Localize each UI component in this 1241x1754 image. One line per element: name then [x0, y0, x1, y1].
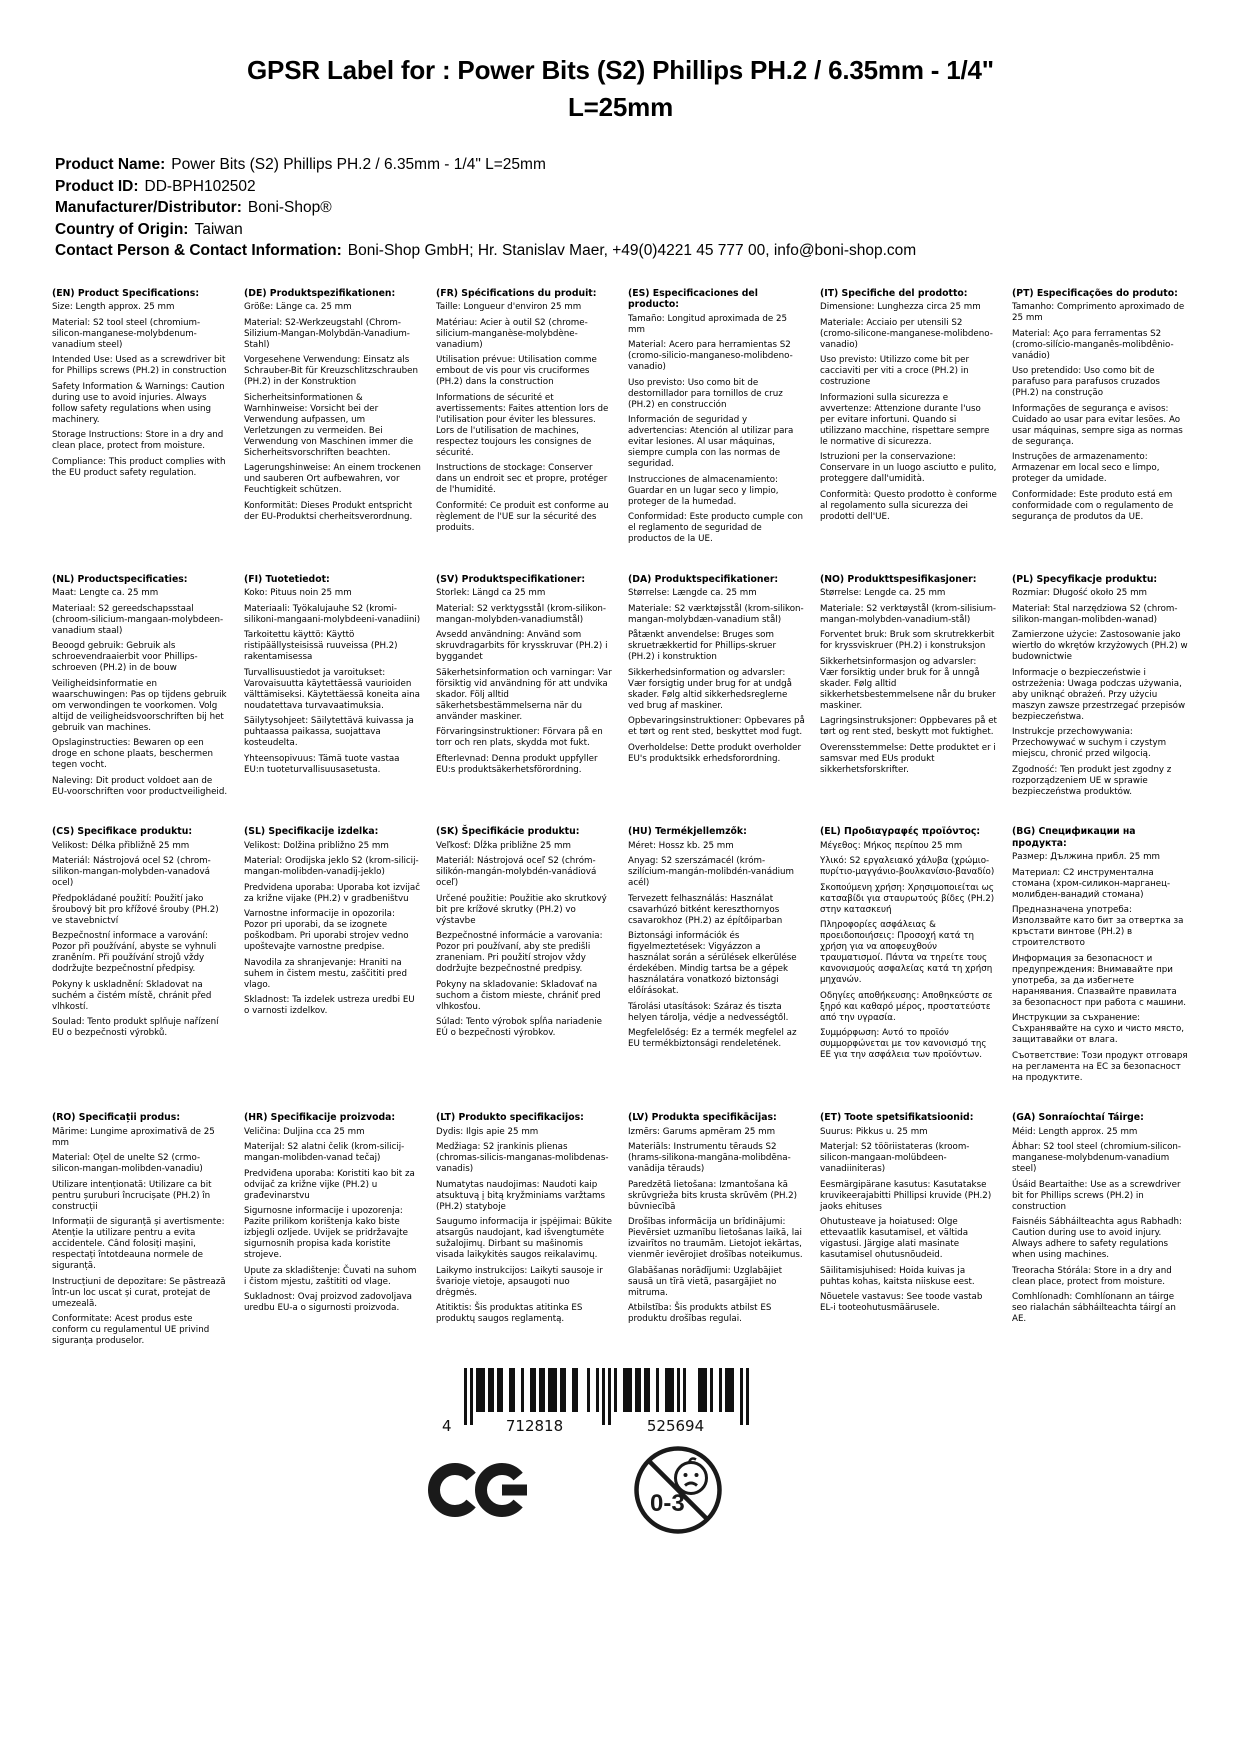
spec-text: Yhteensopivuus: Tämä tuote vastaa EU:n tuoteturvallisuusasetusta.: [244, 753, 400, 775]
spec-text: Informazioni sulla sicurezza e avvertenze: Attenzione durante l'uso per evitare infortuni. Quando si utilizzano macchine, rispettare sempre le normative di sicurezza.: [820, 392, 990, 447]
spec-text: Instruções de armazenamento: Armazenar em local seco e limpo, proteger da umidade.: [1012, 452, 1160, 484]
language-cell-es: [628, 288, 805, 550]
spec-text: Velikost: Délka přibližně 25 mm: [52, 840, 190, 851]
spec-text: Materiale: Acciaio per utensili S2 (cromo-silicone-manganese-molibdeno-vanadio): [820, 317, 993, 350]
spec-text: Conformitate: Acest produs este conform cu regulamentul UE privind siguranța produselor.: [52, 1314, 210, 1346]
spec-text: Sicherheitsinformationen & Warnhinweise: Vorsicht bei der Verwendung aufpassen, um Verletzungen zu vermeiden. Bei Verwendung von Maschinen immer die Sicherheitsvorschriften beachten.: [244, 392, 414, 458]
spec-text: Sikkerhedsinformation og advarsler: Vær forsigtig under brug for at undgå skader. Følg altid sikkerhedsreglerne ved brug af maskiner.: [628, 667, 792, 711]
spec-text: Zamierzone użycie: Zastosowanie jako wiertło do wkrętów krzyżowych (PH.2) w budownictwie: [1012, 630, 1188, 662]
spec-text: Opslaginstructies: Bewaren op een droge en schone plaats, beschermen tegen vocht.: [52, 738, 213, 770]
spec-text: Size: Length approx. 25 mm: [52, 302, 175, 312]
language-cell-it: [820, 288, 997, 528]
spec-text: Opbevaringsinstruktioner: Opbevares på et tørt og rent sted, beskyttet mod fugt.: [628, 716, 805, 737]
language-heading-sl: (SL) Specifikacije izdelka:: [244, 826, 379, 837]
spec-text: Súlad: Tento výrobok spĺňa nariadenie EÚ o bezpečnosti výrobkov.: [436, 1017, 603, 1038]
spec-text: Предназначена употреба: Използвайте като бит за отвертка за кръстати винтове (PH.2) в строителството: [1012, 905, 1184, 948]
spec-text: Rozmiar: Długość około 25 mm: [1012, 588, 1148, 598]
language-heading-lv: (LV) Produkta specifikācijas:: [628, 1112, 777, 1123]
spec-text: Skladnost: Ta izdelek ustreza uredbi EU o varnosti izdelkov.: [244, 995, 415, 1016]
spec-text: Material: Aço para ferramentas S2 (cromo-silício-manganês-molibdênio-vanádio): [1012, 328, 1174, 361]
language-cell-fi: [244, 574, 421, 781]
spec-text: Turvallisuustiedot ja varoitukset: Varovaisuutta käytettäessä vaurioiden välttämiseksi. Käytettäessä koneita aina noudatettava turvavaatimuksia.: [244, 667, 420, 711]
spec-text: Instrucciones de almacenamiento: Guardar en un lugar seco y limpio, proteger de la humedad.: [628, 474, 779, 507]
ean-barcode-svg: [440, 1368, 752, 1436]
spec-text: Material: S2 verktygsstål (krom-silikon-mangan-molybden-vanadiumstål): [436, 603, 607, 625]
language-cell-lv: [628, 1112, 805, 1330]
language-cell-cs: [52, 826, 229, 1044]
spec-text: Efterlevnad: Denna produkt uppfyller EU:s produktsäkerhetsförordning.: [436, 753, 598, 775]
spec-text: Conformidad: Este producto cumple con el reglamento de seguridad de productos de la UE.: [628, 512, 803, 544]
language-heading-ro: (RO) Specificații produs:: [52, 1112, 181, 1123]
spec-text: Intended Use: Used as a screwdriver bit for Phillips screws (PH.2) in construction: [52, 355, 227, 376]
spec-text: Storage Instructions: Store in a dry and clean place, protect from moisture.: [52, 430, 224, 451]
spec-text: Uso previsto: Utilizzo come bit per cacciaviti per viti a croce (PH.2) in costruzione: [820, 355, 970, 387]
spec-text: Anyag: S2 szerszámacél (króm-szilícium-mangán-molibdén-vanádium acél): [628, 856, 794, 888]
language-cell-pl: [1012, 574, 1189, 803]
spec-text: Ohutusteave ja hoiatused: Olge ettevaatlik kasutamisel, et vältida vigastusi. Järgige alati masinate kasutamisel ohutusnõudeid.: [820, 1217, 969, 1260]
spec-text: Материал: C2 инструментална стомана (хром-силикон-марганец-молибден-ванадий стомана): [1012, 867, 1171, 900]
spec-text: Treoracha Stórála: Store in a dry and clean place, protect from moisture.: [1012, 1265, 1172, 1287]
spec-text: Información de seguridad y advertencias: Atención al utilizar para evitar lesiones. Al usar máquinas, siempre cumpla con las normas de seguridad.: [628, 415, 794, 469]
spec-text: Utilisation prévue: Utilisation comme embout de vis pour vis cruciformes (PH.2) dans la construction: [436, 355, 597, 387]
age-warning-icon: [632, 1444, 724, 1536]
spec-text: Størrelse: Lengde ca. 25 mm: [820, 588, 946, 598]
spec-text: Predvidena uporaba: Uporaba kot izvijač za križne vijake (PH.2) v gradbeništvu: [244, 882, 421, 904]
language-cell-bg: [1012, 826, 1189, 1088]
spec-text: Megfelelőség: Ez a termék megfelel az EU termékbiztonsági rendeletének.: [628, 1028, 797, 1049]
spec-text: Navodila za shranjevanje: Hraniti na suhem in čistem mestu, zaščititi pred vlago.: [244, 957, 408, 990]
spec-text: Σκοπούμενη χρήση: Χρησιμοποιείται ως κατσαβίδι για σταυρωτούς βίδες (PH.2) στην κατασκευή: [820, 882, 995, 915]
spec-text: Drošības informācija un brīdinājumi: Pievērsiet uzmanību lietošanas laikā, lai izvairītos no traumām. Lietojot iekārtas, vienmēr ievērojiet drošības noteikumus.: [628, 1217, 803, 1260]
spec-text: Materiál: Nástrojová ocel S2 (chrom-silikon-mangan-molybden-vanadová ocel): [52, 856, 211, 888]
spec-text: Material: S2 tool steel (chromium-silicon-manganese-molybdenum-vanadium steel): [52, 317, 201, 350]
page-title: [0, 0, 1241, 126]
product-id-label: Product ID:: [55, 177, 139, 195]
spec-text: Størrelse: Længde ca. 25 mm: [628, 588, 757, 598]
spec-text: Dimensione: Lunghezza circa 25 mm: [820, 302, 981, 312]
spec-text: Säilytysohjeet: Säilytettävä kuivassa ja puhtaassa paikassa, suojattava kosteudelta.: [244, 716, 414, 748]
spec-text: Naleving: Dit product voldoet aan de EU-voorschriften voor productveiligheid.: [52, 775, 228, 797]
spec-text: Информация за безопасност и предупреждения: Внимавайте при употреба, за да избегнете наранявания. Спазвайте правилата за безопасност при работа с машини.: [1012, 953, 1187, 1008]
manufacturer-value: Boni-Shop®: [247, 199, 332, 216]
spec-text: Konformität: Dieses Produkt entspricht der EU-Produktsi cherheitsverordnung.: [244, 500, 413, 522]
spec-text: Säkerhetsinformation och varningar: Var försiktig vid användning för att undvika skador. Följ alltid säkerhetsbestämmelserna när du använder maskiner.: [436, 667, 612, 722]
spec-text: Инструкции за съхранение: Съхранявайте на сухо и чисто място, защитавайки от влага.: [1012, 1013, 1185, 1045]
contact-label: Contact Person & Contact Information:: [55, 242, 342, 259]
spec-text: Informações de segurança e avisos: Cuidado ao usar para evitar lesões. Ao usar máquinas, sempre siga as normas de segurança.: [1012, 403, 1183, 447]
spec-text: Πληροφορίες ασφάλειας & προειδοποιήσεις: Προσοχή κατά τη χρήση για να αποφευχθούν τραυματισμοί. Πάντα να τηρείτε τους κανονισμούς ασφαλείας κατά τη χρήση μηχανών.: [820, 920, 993, 985]
spec-text: Bezpečnostné informácie a varovania: Pozor pri používaní, aby ste predišli zraneniam. Pri použití strojov vždy dodržujte bezpečnostné predpisy.: [436, 931, 603, 974]
contact-row: [55, 240, 1186, 262]
spec-text: Conformité: Ce produit est conforme au règlement de l'UE sur la sécurité des produits.: [436, 500, 609, 533]
spec-text: Overensstemmelse: Dette produktet er i samsvar med EUs produkt sikkerhetsforskrifter.: [820, 742, 996, 775]
language-heading-en: (EN) Product Specifications:: [52, 287, 200, 299]
spec-text: Upute za skladištenje: Čuvati na suhom i čistom mjestu, zaštititi od vlage.: [244, 1265, 417, 1287]
product-info: [0, 154, 1241, 262]
spec-text: Méret: Hossz kb. 25 mm: [628, 840, 734, 851]
country-value: Taiwan: [194, 220, 243, 238]
spec-text: Nõuetele vastavus: See toode vastab EL-i tooteohutusmäärusele.: [820, 1292, 983, 1313]
language-cell-sk: [436, 826, 613, 1044]
language-cell-el: [820, 826, 997, 1066]
spec-text: Bezpečnostní informace a varování: Pozor při používání, abyste se vyhnuli zraněním. Při používání strojů vždy dodržujte bezpečnostní předpisy.: [52, 931, 217, 974]
language-grid: [0, 288, 1241, 1352]
spec-text: Comhlíonadh: Comhlíonann an táirge seo rialachán sábháilteachta táirgí an AE.: [1012, 1292, 1176, 1324]
spec-text: Soulad: Tento produkt splňuje nařízení EU o bezpečnosti výrobků.: [52, 1017, 219, 1038]
language-heading-bg: (BG) Спецификации на продукта:: [1012, 826, 1136, 849]
spec-text: Material: Acero para herramientas S2 (cromo-silicio-manganeso-molibdeno-vanadio): [628, 340, 793, 372]
spec-text: Avsedd användning: Använd som skruvdragarbits för krysskruvar (PH.2) i byggandet: [436, 630, 608, 662]
contact-value: Boni-Shop GmbH; Hr. Stanislav Maer, +49(0)4221 45 777 00, info@boni-shop.com: [347, 242, 917, 259]
spec-text: Overholdelse: Dette produkt overholder EU's produktsikk erhedsforordning.: [628, 742, 802, 764]
spec-text: Materiał: Stal narzędziowa S2 (chrom-silikon-mangan-molibden-wanad): [1012, 603, 1178, 625]
ean-barcode: [0, 1368, 1216, 1436]
spec-text: Predviđena uporaba: Koristiti kao bit za odvijač za križne vijke (PH.2) u građevinarstvu: [244, 1168, 415, 1201]
spec-text: Lagringsinstruksjoner: Oppbevares på et tørt og rent sted, beskytt mot fuktighet.: [820, 716, 997, 737]
language-cell-ro: [52, 1112, 229, 1352]
spec-text: Material: S2-Werkzeugstahl (Chrom-Silizium-Mangan-Molybdän-Vanadium-Stahl): [244, 317, 410, 350]
spec-text: Materiale: S2 værktøjsstål (krom-silikon-mangan-molybdæn-vanadium stål): [628, 603, 804, 625]
spec-text: Υλικό: S2 εργαλειακό χάλυβα (χρώμιο-πυρίτιο-μαγγάνιο-βουλκανίσιο-βαναδίο): [820, 856, 995, 877]
language-heading-nl: (NL) Productspecificaties:: [52, 573, 188, 585]
spec-text: Tamanho: Comprimento aproximado de 25 mm: [1012, 302, 1185, 323]
spec-text: Určené použitie: Použitie ako skrutkový bit pre krížové skrutky (PH.2) vo výstavbe: [436, 893, 607, 926]
barcode-digit-left: 4: [441, 1416, 452, 1435]
language-cell-no: [820, 574, 997, 781]
spec-text: Materiaal: S2 gereedschapsstaal (chroom-silicium-mangaan-molybdeen-vanadium staal): [52, 603, 224, 636]
language-heading-no: (NO) Produkttspesifikasjoner:: [820, 573, 977, 585]
language-cell-sl: [244, 826, 421, 1022]
language-cell-nl: [52, 574, 229, 803]
language-cell-sv: [436, 574, 613, 781]
spec-text: Συμμόρφωση: Αυτό το προϊόν συμμορφώνεται με τον κανονισμό της ΕΕ για την ασφάλεια των προϊόντων.: [820, 1028, 987, 1060]
spec-text: Съответствие: Този продукт отговаря на регламента на ЕС за безопасност на продуктите.: [1012, 1050, 1188, 1083]
language-heading-it: (IT) Specifiche del prodotto:: [820, 287, 968, 299]
spec-text: Atbilstība: Šis produkts atbilst ES produktu drošības regulai.: [628, 1303, 772, 1324]
spec-text: Eesmärgipärane kasutus: Kasutatakse kruvikeerajabitti Phillipsi kruvide (PH.2) jaoks ehituses: [820, 1179, 992, 1212]
spec-text: Matériau: Acier à outil S2 (chrome-silicium-manganèse-molybdène-vanadium): [436, 317, 588, 350]
spec-text: Méid: Length approx. 25 mm: [1012, 1126, 1138, 1137]
baby-face-icon: [675, 1458, 706, 1493]
spec-text: Storlek: Längd ca 25 mm: [436, 588, 546, 598]
spec-text: Úsáid Beartaithe: Use as a screwdriver bit for Phillips screws (PH.2) in construction: [1012, 1179, 1181, 1212]
language-heading-sv: (SV) Produktspecifikationer:: [436, 573, 586, 585]
compliance-symbols: [0, 1444, 1196, 1536]
barcode-digits-group1: 712818: [505, 1416, 563, 1435]
spec-text: Informacje o bezpieczeństwie i ostrzeżenia: Uwaga podczas używania, aby uniknąć obrażeń. Przy użyciu maszyn zawsze przestrzegać przepisów bezpieczeństwa.: [1012, 667, 1186, 722]
spec-text: Maat: Lengte ca. 25 mm: [52, 588, 159, 598]
spec-text: Zgodność: Ten produkt jest zgodny z rozporządzeniem UE w sprawie bezpieczeństwa produktów.: [1012, 764, 1172, 797]
language-heading-hr: (HR) Specifikacije proizvoda:: [244, 1112, 396, 1123]
language-cell-da: [628, 574, 805, 770]
country-label: Country of Origin:: [55, 220, 189, 238]
spec-text: Instrucțiuni de depozitare: Se păstrează într-un loc uscat și curat, protejat de umezeală.: [52, 1276, 226, 1309]
language-cell-ga: [1012, 1112, 1189, 1330]
spec-text: Atitiktis: Šis produktas atitinka ES produktų saugos reglamentą.: [436, 1303, 583, 1324]
barcode-digits-group2: 525694: [646, 1416, 704, 1435]
spec-text: Suurus: Pikkus u. 25 mm: [820, 1126, 928, 1137]
spec-text: Instructions de stockage: Conserver dans un endroit sec et propre, protéger de l'humidité.: [436, 463, 608, 495]
language-heading-pl: (PL) Specyfikacje produktu:: [1012, 573, 1158, 585]
page-title-line1: GPSR Label for : Power Bits (S2) Phillips PH.2 / 6.35mm - 1/4": [247, 55, 994, 85]
spec-text: Utilizare intenționată: Utilizare ca bit pentru șuruburi încrucișate (PH.2) în construcții: [52, 1179, 212, 1212]
spec-text: Compliance: This product complies with the EU product safety regulation.: [52, 456, 226, 478]
language-heading-de: (DE) Produktspezifikationen:: [244, 287, 396, 299]
language-cell-et: [820, 1112, 997, 1319]
spec-text: Uso pretendido: Uso como bit de parafuso para parafusos cruzados (PH.2) na construção: [1012, 366, 1160, 398]
language-heading-es: (ES) Especificaciones del producto:: [628, 287, 758, 310]
language-cell-en: [52, 288, 229, 484]
spec-text: Lagerungshinweise: An einem trockenen und sauberen Ort aufbewahren, vor Feuchtigkeit schützen.: [244, 463, 421, 495]
language-cell-de: [244, 288, 421, 528]
spec-text: Material: Oțel de unelte S2 (crmo-silicon-mangan-molibden-vanadiu): [52, 1153, 203, 1174]
spec-text: Material: Orodijska jeklo S2 (krom-silicij-mangan-molibden-vanadij-jeklo): [244, 856, 419, 877]
spec-text: Materijal: S2 alatni čelik (krom-silicij-mangan-molibden-vanad tečaj): [244, 1142, 405, 1163]
spec-text: Sukladnost: Ovaj proizvod zadovoljava uredbu EU-a o sigurnosti proizvoda.: [244, 1292, 412, 1313]
spec-text: Påtænkt anvendelse: Bruges som skruetrækkertid for Phillips-skruer (PH.2) i konstruktion: [628, 630, 777, 662]
language-heading-hu: (HU) Termékjellemzők:: [628, 826, 747, 837]
language-cell-pt: [1012, 288, 1189, 528]
spec-text: Laikymo instrukcijos: Laikyti sausoje ir švarioje vietoje, apsaugoti nuo drėgmės.: [436, 1265, 603, 1298]
language-heading-da: (DA) Produktspecifikationer:: [628, 573, 779, 585]
spec-text: Biztonsági információk és figyelmeztetések: Vigyázzon a használat során a sérülések elkerülése érdekében. Mindig tartsa be a gépek használatára vonatkozó biztonsági előírásokat.: [628, 931, 797, 996]
spec-text: Säilitamisjuhised: Hoida kuivas ja puhtas kohas, kaitsta niiskuse eest.: [820, 1265, 975, 1287]
page-title-line2: L=25mm: [567, 92, 674, 122]
language-cell-lt: [436, 1112, 613, 1330]
spec-text: Conformità: Questo prodotto è conforme al regolamento sulla sicurezza dei prodotti dell'UE.: [820, 489, 997, 522]
spec-text: Předpokládané použití: Použití jako šroubový bit pro křížové šrouby (PH.2) ve stavebnictví: [52, 893, 219, 926]
spec-text: Veľkosť: Dĺžka približne 25 mm: [436, 840, 571, 851]
spec-text: Paredzētā lietošana: Izmantošana kā skrūvgrieža bits krusta skrūvēm (PH.2) būvniecībā: [628, 1179, 798, 1212]
spec-text: Veličina: Duljina cca 25 mm: [244, 1126, 365, 1137]
spec-text: Uso previsto: Uso como bit de destornillador para tornillos de cruz (PH.2) en construcción: [628, 377, 783, 410]
spec-text: Размер: Дължина прибл. 25 mm: [1012, 852, 1161, 862]
spec-text: Materiāls: Instrumentu tērauds S2 (hrams-silikona-mangāna-molibdēna-vanādija tērauds): [628, 1142, 791, 1174]
spec-text: Sikkerhetsinformasjon og advarsler: Vær forsiktig under bruk for å unngå skader. Følg alltid sikkerhetsbestemmelsene når du bruker maskiner.: [820, 656, 996, 711]
age-warning-text: 0-3: [649, 1489, 685, 1517]
spec-text: Conformidade: Este produto está em conformidade com o regulamento de segurança de produtos da UE.: [1012, 489, 1174, 522]
product-name-label: Product Name:: [55, 156, 166, 173]
language-heading-et: (ET) Toote spetsifikatsioonid:: [820, 1112, 974, 1123]
spec-text: Materiaali: Työkalujauhe S2 (kromi-silikoni-mangaani-molybdeeni-vanadiini): [244, 603, 421, 625]
spec-text: Taille: Longueur d'environ 25 mm: [436, 302, 582, 312]
product-name-row: [55, 154, 1186, 176]
spec-text: Vorgesehene Verwendung: Einsatz als Schrauber-Bit für Kreuzschlitzschrauben (PH.2) in der Konstruktion: [244, 355, 419, 387]
spec-text: Izmērs: Garums apmēram 25 mm: [628, 1126, 776, 1137]
spec-text: Materiale: S2 verktøystål (krom-silisium-mangan-molybden-vanadium-stål): [820, 603, 997, 625]
spec-text: Dydis: Ilgis apie 25 mm: [436, 1126, 539, 1137]
spec-text: Veiligheidsinformatie en waarschuwingen: Pas op tijdens gebruik om verwondingen te voorkomen. Volg altijd de veiligheidsvoorschriften bij het gebruik van machines.: [52, 678, 227, 733]
language-heading-ga: (GA) Sonraíochtaí Táirge:: [1012, 1112, 1144, 1123]
spec-text: Tamaño: Longitud aproximada de 25 mm: [628, 313, 787, 335]
spec-text: Informations de sécurité et avertissements: Faites attention lors de l'utilisation pour éviter les blessures. Lors de l'utilisation de machines, respectez toujours les consignes de sécurité.: [436, 392, 609, 458]
spec-text: Informații de siguranță și avertismente: Atenție la utilizare pentru a evita accidentele. Când folosiți mașini, respectați întotdeauna normele de siguranță.: [52, 1217, 225, 1271]
spec-text: Sigurnosne informacije i upozorenja: Pazite prilikom korištenja kako biste izbjegli ozljede. Uvijek se pridržavajte sigurnosnih propisa kada koristite strojeve.: [244, 1206, 408, 1260]
spec-text: Numatytas naudojimas: Naudoti kaip atsuktuvą į bitą kryžminiams varžtams (PH.2) statyboje: [436, 1179, 606, 1212]
spec-text: Velikost: Dolžina približno 25 mm: [244, 840, 389, 851]
ce-mark-icon: [428, 1459, 532, 1521]
spec-text: Instrukcje przechowywania: Przechowywać w suchym i czystym miejscu, chronić przed wilgocią.: [1012, 727, 1167, 759]
spec-text: Saugumo informacija ir įspėjimai: Būkite atsargūs naudojant, kad išvengtumėte sužalojimų. Dirbant su mašinomis visada laikykitės saugos reikalavimų.: [436, 1217, 613, 1260]
spec-text: Tarkoitettu käyttö: Käyttö ristipäällysteisissä ruuveissa (PH.2) rakentamisessa: [244, 630, 398, 662]
spec-text: Μέγεθος: Μήκος περίπου 25 mm: [820, 840, 963, 851]
language-cell-hr: [244, 1112, 421, 1319]
spec-text: Koko: Pituus noin 25 mm: [244, 588, 352, 598]
spec-text: Größe: Länge ca. 25 mm: [244, 302, 352, 312]
manufacturer-label: Manufacturer/Distributor:: [55, 199, 242, 216]
spec-text: Beoogd gebruik: Gebruik als schroevendraaierbit voor Phillips-schroeven (PH.2) in de bouw: [52, 641, 198, 673]
spec-text: Pokyny na skladovanie: Skladovať na suchom a čistom mieste, chrániť pred vlhkosťou.: [436, 979, 601, 1012]
spec-text: Safety Information & Warnings: Caution during use to avoid injuries. Always follow safety regulations when using machinery.: [52, 381, 225, 425]
manufacturer-row: [55, 197, 1186, 219]
language-cell-hu: [628, 826, 805, 1055]
spec-text: Istruzioni per la conservazione: Conservare in un luogo asciutto e pulito, proteggere dall'umidità.: [820, 452, 997, 484]
spec-text: Materiál: Nástrojová oceľ S2 (chróm-silikón-mangán-molybdén-vanádiová oceľ): [436, 856, 597, 888]
spec-text: Tárolási utasítások: Száraz és tiszta helyen tárolja, védje a nedvességtől.: [628, 1001, 789, 1023]
product-name-value: Power Bits (S2) Phillips PH.2 / 6.35mm - 1/4" L=25mm: [171, 156, 546, 173]
spec-text: Medžiaga: S2 įrankinis plienas (chromas-silicis-manganas-molibdenas-vanadis): [436, 1142, 609, 1174]
spec-text: Tervezett felhasználás: Használat csavarhúzó bitként kereszthornyos csavarokhoz (PH.2) az építőiparban: [628, 893, 783, 926]
spec-text: Forventet bruk: Bruk som skrutrekkerbit for kryssviskruer (PH.2) i konstruksjon: [820, 630, 995, 651]
spec-text: Glabāšanas norādījumi: Uzglabājiet sausā un tīrā vietā, pasargājiet no mitruma.: [628, 1265, 782, 1298]
language-heading-lt: (LT) Produkto specifikacijos:: [436, 1112, 584, 1123]
language-heading-pt: (PT) Especificações do produto:: [1012, 287, 1178, 299]
spec-text: Ábhar: S2 tool steel (chromium-silicon-manganese-molybdenum-vanadium steel): [1012, 1142, 1182, 1174]
spec-text: Mărime: Lungime aproximativă de 25 mm: [52, 1126, 215, 1148]
spec-text: Οδηγίες αποθήκευσης: Αποθηκεύστε σε ξηρό και καθαρό μέρος, προστατεύστε από την υγρασία.: [820, 990, 993, 1023]
product-id-value: DD-BPH102502: [144, 177, 256, 195]
product-id-row: [55, 176, 1186, 198]
spec-text: Faisnéis Sábháilteachta agus Rabhadh: Caution during use to avoid injury. Always adhere to safety regulations when using machines.: [1012, 1217, 1182, 1260]
spec-text: Förvaringsinstruktioner: Förvara på en torr och ren plats, skydda mot fukt.: [436, 727, 603, 748]
spec-text: Materjal: S2 tööriistateras (kroom-silicon-mangaan-molübdeen-vanadiiniteras): [820, 1142, 970, 1174]
country-row: [55, 219, 1186, 241]
spec-text: Varnostne informacije in opozorila: Pozor pri uporabi, da se izognete poškodbam. Pri uporabi strojev vedno upoštevajte varnostne predpise.: [244, 909, 409, 952]
language-cell-fr: [436, 288, 613, 539]
language-heading-fr: (FR) Spécifications du produit:: [436, 287, 597, 299]
language-heading-sk: (SK) Špecifikácie produktu:: [436, 826, 580, 837]
language-heading-cs: (CS) Specifikace produktu:: [52, 826, 193, 837]
spec-text: Pokyny k uskladnění: Skladovat na suchém a čistém místě, chránit před vlhkostí.: [52, 979, 212, 1012]
language-heading-fi: (FI) Tuotetiedot:: [244, 573, 330, 585]
language-heading-el: (EL) Προδιαγραφές προϊόντος:: [820, 826, 981, 837]
